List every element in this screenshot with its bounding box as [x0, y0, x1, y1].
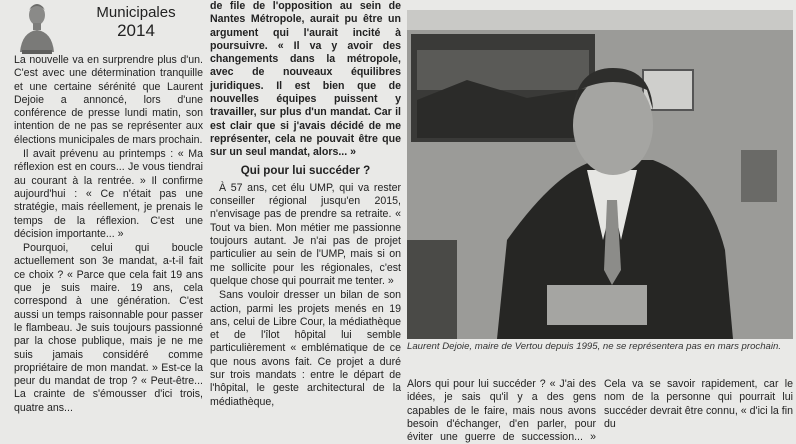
col2-mid-paragraph: À 57 ans, cet élu UMP, qui va rester conseiller régional jusqu'en 2015, n'envisage pas de prendre sa retraite. « Tout va bien. Mon métier me passionne toujours autant. Je n'ai pas de projet particulier au sein de l'UMP, mais si on me sollicite pour les régionales, c'est quelque chose qui pourrait me tenter. »	[210, 181, 401, 287]
article-bottom	[407, 378, 793, 444]
col1-paragraph: La nouvelle va en surprendre plus d'un. C'est avec une détermination tranquille et une certaine sérénité que Laurent Dejoie a annoncé, lors d'une conférence de presse lundi matin, son intention de ne pas se représenter aux élections municipales de mars prochain.	[14, 54, 203, 146]
portrait-photo	[407, 10, 793, 339]
bust-icon	[16, 2, 58, 54]
col1-paragraph: Pourquoi, celui qui boucle actuellement son 3e mandat, a-t-il fait ce choix ? « Parce que cela fait 19 ans que je suis maire. 19 ans, cela correspond à une génération. C'est aussi un temps raisonnable pour passer le flambeau. Je suis toujours passionné par la chose publique, mais je ne me suis jamais considéré comme propriétaire de mon mandat. » Est-ce la peur du mandat de trop ? « Peut-être... La crainte de s'émousser d'ici trois, quatre ans...	[14, 242, 203, 414]
photo-caption: Laurent Dejoie, maire de Vertou depuis 1995, ne se représentera pas en mars prochain.	[407, 341, 782, 352]
article-column-2	[210, 0, 401, 410]
bottom-paragraph: Alors qui pour lui succéder ? « J'ai des idées, je sais qu'il y a des gens capables de le faire, mais nous avons besoin d'échanger, d'en parler, pour éviter une guerre de succession... » Cela va se savoir rapidement, car le nom de la personne qui pourrait lui succéder devrait être connu, « d'ici la fin du	[407, 378, 793, 444]
rubric-title	[66, 4, 206, 40]
subhead: Qui pour lui succéder ?	[240, 163, 371, 177]
rubric-kicker: Municipales	[96, 4, 176, 21]
article-column-1	[14, 0, 203, 416]
col2-end-paragraph: Sans vouloir dresser un bilan de son action, parmi les projets menés en 19 ans, celui de Libre Cour, la médiathèque et de l'îlot hôpital lui semble particulièrement « emblématique de ce que nous avons fait. Ce projet a duré sur trois mandats : entre le départ de l'hôpital, le geste architectural de la médiathèque,	[210, 289, 401, 408]
col1-body	[14, 54, 203, 415]
section-header	[14, 0, 203, 54]
rubric-year: 2014	[117, 21, 155, 40]
col1-paragraph: Il avait prévenu au printemps : « Ma réflexion est en cours... Je vous tiendrai au courant à la rentrée. » Il confirme aujourd'hui : « Ce n'était pas une stratégie, mais réellement, je prenais le temps de la réflexion. C'est une décision importante... »	[14, 148, 203, 240]
col2-top-paragraph: de file de l'opposition au sein de Nantes Métropole, aurait pu être un argument qui l'aurait incité à poursuivre. « Il va y avoir des changements dans la métropole, avec de nouveaux équilibres juridiques. Il est bien que de nouvelles équipes puissent y travailler, sur plus d'un mandat. Car il est clair que si j'avais décidé de me représenter, cela ne pouvait être que sur un seul mandat, alors... »	[210, 0, 401, 159]
